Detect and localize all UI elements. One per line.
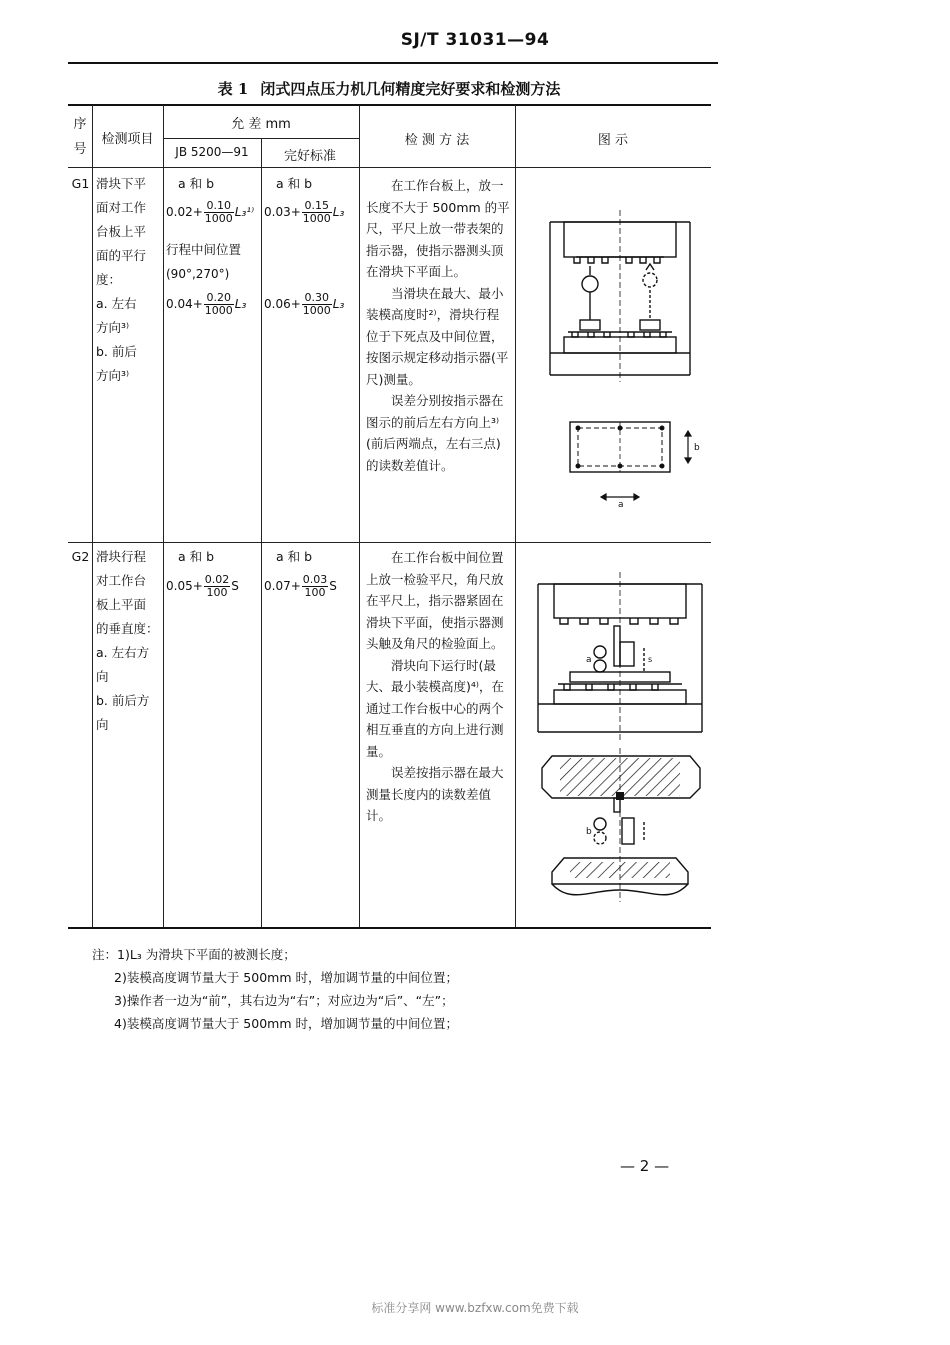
footer-watermark[interactable]: 标准分享网 www.bzfxw.com免费下载 [371, 1301, 579, 1315]
method-cell [366, 175, 510, 476]
item-cell [96, 172, 162, 388]
jb-mid-position: 行程中间位置 [166, 242, 242, 257]
method-paragraph: 在工作台板中间位置上放一检验平尺，角尺放在平尺上，指示器紧固在滑块下平面，使指示器测头触及角尺的检验面上。 [366, 550, 504, 651]
header-figure: 图 示 [597, 133, 629, 148]
jb-formula-1: 0.05+ $\frac{0.02}{100}$ S [166, 573, 239, 599]
item-line: 板上平面 [96, 597, 147, 612]
header-subrule [163, 138, 359, 139]
method-paragraph: 在工作台板上，放一长度不大于 500mm 的平尺，平尺上放一带表架的指示器，使指示器测头顶在滑块下平面上。 [366, 178, 510, 279]
header-jb: JB 5200—91 [175, 145, 249, 159]
row-seq: G1 [71, 176, 90, 191]
g2-press-diagram [530, 572, 710, 912]
method-paragraph: 滑块向下运行时(最大、最小装模高度)⁴⁾，在通过工作台板中心的两个相互垂直的方向上进行测量。 [366, 657, 504, 759]
page-number: — 2 — [620, 1157, 670, 1175]
fig-label-b: b [586, 827, 592, 837]
table-notes [92, 943, 458, 1035]
good-ab-label: a 和 b [276, 176, 313, 191]
item-line: 面对工作 [96, 200, 147, 215]
item-line: 对工作台 [96, 573, 147, 588]
item-line: 面的平行 [96, 248, 147, 263]
table-top-rule [68, 104, 711, 106]
col-divider [359, 105, 360, 927]
good-formula-1: 0.03+ $\frac{0.15}{1000}$ L₃ [264, 199, 345, 225]
header-method: 检 测 方 法 [404, 133, 470, 148]
note-line: 4)装模高度调节量大于 500mm 时，增加调节量的中间位置； [114, 1016, 458, 1031]
item-line: 向 [96, 717, 109, 732]
item-line: b. 前后方 [96, 693, 150, 708]
row-divider [68, 542, 711, 543]
item-line: 方向³⁾ [96, 368, 130, 383]
col-divider [92, 105, 93, 927]
row-seq: G2 [71, 549, 90, 564]
item-line: 度： [96, 272, 122, 287]
header-rule [68, 62, 718, 64]
table-caption [0, 78, 790, 99]
header-item: 检测项目 [101, 132, 154, 147]
method-paragraph: 误差按指示器在最大测量长度内的读数差值计。 [366, 765, 504, 823]
table-bottom-rule [68, 927, 711, 929]
note-line: 注：1)L₃ 为滑块下平面的被测长度； [92, 947, 296, 962]
header-seq: 序号 [73, 117, 87, 157]
col-divider [163, 105, 164, 927]
good-formula-1: 0.07+ $\frac{0.03}{100}$ S [264, 573, 337, 599]
item-cell [96, 545, 162, 737]
caption-title: 闭式四点压力机几何精度完好要求和检测方法 [260, 80, 561, 98]
item-line: 滑块行程 [96, 549, 147, 564]
jb-formula-2: 0.04+ $\frac{0.20}{1000}$ L₃ [166, 291, 247, 317]
item-line: a. 左右 [96, 296, 137, 311]
col-divider [261, 138, 262, 927]
method-paragraph: 当滑块在最大、最小装模高度时²⁾，滑块行程位于下死点及中间位置，按图示规定移动指示器(平尺)测量。 [366, 285, 509, 387]
good-formula-2: 0.06+ $\frac{0.30}{1000}$ L₃ [264, 291, 345, 317]
jb-formula-1: 0.02+ $\frac{0.10}{1000}$ L₃¹⁾ [166, 199, 255, 225]
note-line: 2)装模高度调节量大于 500mm 时，增加调节量的中间位置； [114, 970, 458, 985]
note-line: 3)操作者一边为“前”，其右边为“右”；对应边为“后”、“左”； [114, 993, 454, 1008]
item-line: 向 [96, 669, 109, 684]
good-ab-label: a 和 b [276, 549, 313, 564]
item-line: 方向³⁾ [96, 320, 130, 335]
fig-label-a: a [586, 655, 592, 665]
fig-label-a: a [618, 500, 624, 510]
fig-label-s: s [648, 655, 653, 664]
item-line: 的垂直度： [96, 621, 159, 636]
item-line: 滑块下平 [96, 176, 147, 191]
col-divider [515, 105, 516, 927]
method-cell [366, 547, 510, 827]
item-line: 台板上平 [96, 224, 147, 239]
jb-ab-label: a 和 b [178, 176, 215, 191]
caption-number: 表 1 [217, 80, 249, 98]
method-paragraph: 误差分别按指示器在图示的前后左右方向上³⁾(前后两端点，左右三点)的读数差值计。 [366, 393, 504, 473]
standard-code: SJ/T 31031—94 [400, 30, 550, 50]
header-bottom-rule [68, 167, 711, 168]
jb-ab-label: a 和 b [178, 549, 215, 564]
header-good: 完好标准 [283, 149, 336, 164]
fig-label-b: b [694, 443, 700, 453]
item-line: b. 前后 [96, 344, 137, 359]
item-line: a. 左右方 [96, 645, 150, 660]
g1-press-diagram [540, 200, 700, 510]
header-tolerance: 允 差 mm [231, 117, 291, 132]
jb-mid-angles: (90°,270°) [166, 267, 230, 281]
